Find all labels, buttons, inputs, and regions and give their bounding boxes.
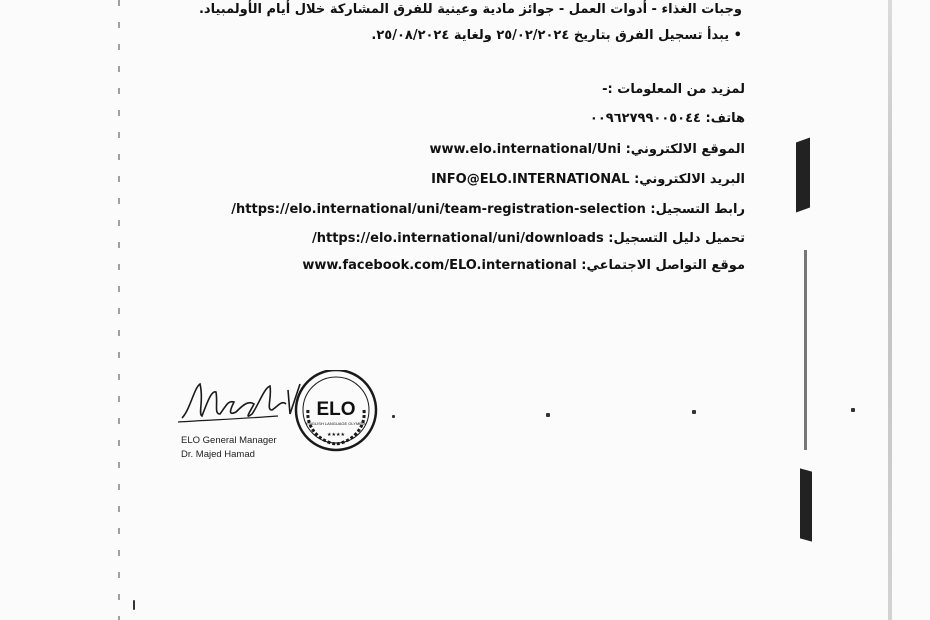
scan-speck xyxy=(133,600,135,610)
scan-speck xyxy=(392,415,395,418)
scan-artifact-bar xyxy=(804,250,807,450)
page-fold-shadow xyxy=(888,0,892,620)
contact-label: رابط التسجيل: xyxy=(650,202,745,217)
svg-text:ENGLISH LANGUAGE OLYMPIA: ENGLISH LANGUAGE OLYMPIA xyxy=(306,421,366,426)
signature-title: ELO General Manager xyxy=(181,435,277,446)
contact-value: www.facebook.com/ELO.international xyxy=(302,258,577,273)
contact-label: الموقع الالكتروني: xyxy=(625,142,745,157)
bullet-line-meals-prizes: وجبات الغذاء - أدوات العمل - جوائز مادية وعينية للفرق المشاركة خلال أيام الأولمبياد. xyxy=(198,2,742,17)
svg-text:★★★★: ★★★★ xyxy=(327,432,345,438)
bullet-line-registration-dates: • يبدأ تسجيل الفرق بتاريخ ٢٥/٠٢/٢٠٢٤ ولغاية ٢٥/٠٨/٢٠٢٤. xyxy=(371,28,742,43)
contact-website xyxy=(430,142,746,157)
scan-speck xyxy=(692,410,696,414)
contact-phone xyxy=(590,111,745,126)
scan-artifact-bar xyxy=(796,137,810,212)
more-info-heading: لمزيد من المعلومات :- xyxy=(602,82,745,97)
scan-speck xyxy=(546,413,550,417)
contact-label: موقع التواصل الاجتماعي: xyxy=(581,258,745,273)
contact-guide-download xyxy=(312,231,745,246)
signature-name: Dr. Majed Hamad xyxy=(181,449,255,460)
contact-email xyxy=(431,172,745,187)
scan-speck xyxy=(851,408,855,412)
scan-artifact-bar xyxy=(800,468,812,541)
contact-registration-link xyxy=(231,202,745,217)
contact-value: https://elo.international/uni/team-registration-selection/ xyxy=(231,202,646,217)
svg-text:ELO: ELO xyxy=(316,399,356,420)
contact-value: www.elo.international/Uni xyxy=(429,142,622,157)
elo-seal-icon xyxy=(296,370,376,450)
contact-value: https://elo.international/uni/downloads/ xyxy=(311,231,604,246)
contact-label: تحميل دليل التسجيل: xyxy=(608,231,745,246)
contact-label: البريد الالكتروني: xyxy=(634,172,745,187)
page-margin-dashes xyxy=(118,0,120,620)
contact-value: ٠٠٩٦٢٧٩٩٠٠٥٠٤٤ xyxy=(589,111,701,126)
contact-label: هاتف: xyxy=(705,111,745,126)
contact-value: INFO@ELO.INTERNATIONAL xyxy=(431,172,630,187)
contact-social-media xyxy=(302,258,745,273)
